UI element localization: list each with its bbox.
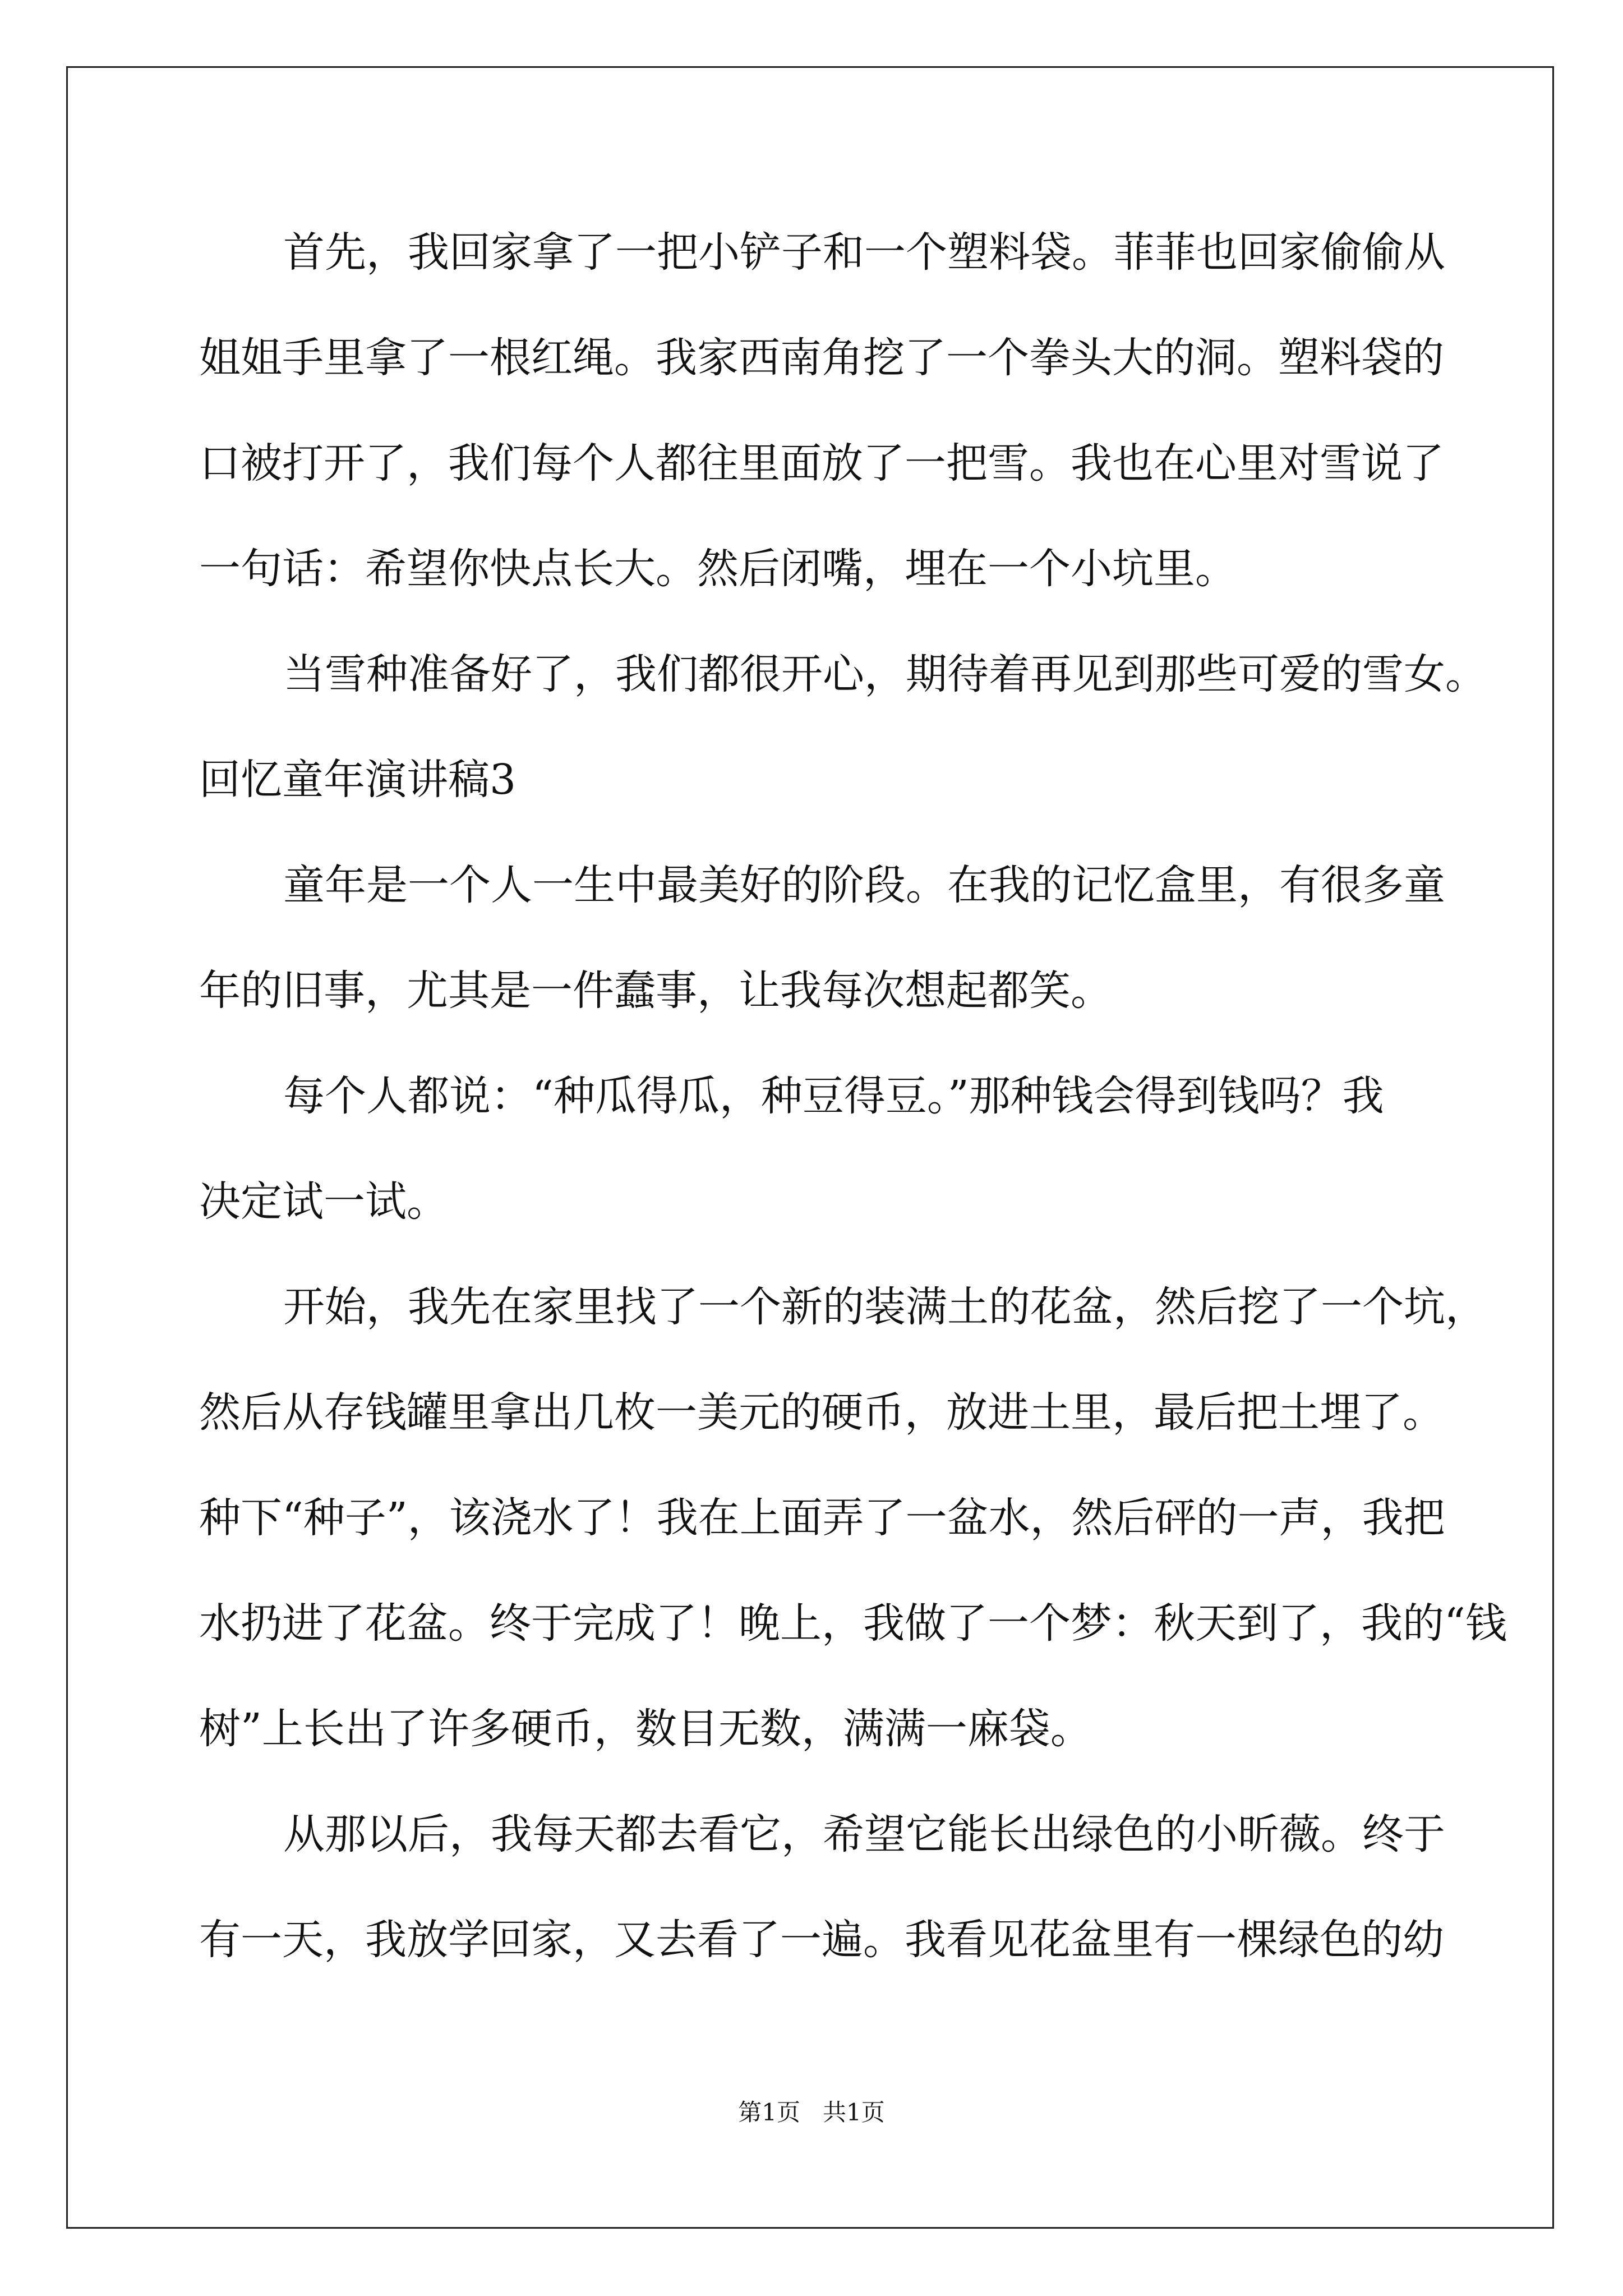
page-number: 第1页 — [738, 2099, 800, 2126]
paragraph-5-line-4: 水扔进了花盆。终于完成了！晚上，我做了一个梦：秋天到了，我的“钱 — [199, 1599, 1507, 1648]
paragraph-5-line-5: 树”上长出了许多硬币，数目无数，满满一麻袋。 — [199, 1705, 1092, 1753]
paragraph-3-line-1: 童年是一个人一生中最美好的阶段。在我的记忆盒里，有很多童 — [283, 861, 1445, 909]
paragraph-5-line-3: 种下“种子”，该浇水了！我在上面弄了一盆水，然后砰的一声，我把 — [199, 1494, 1445, 1542]
paragraph-1-line-2: 姐姐手里拿了一根红绳。我家西南角挖了一个拳头大的洞。塑料袋的 — [199, 334, 1444, 382]
paragraph-5-line-2: 然后从存钱罐里拿出几枚一美元的硬币，放进土里，最后把土埋了。 — [199, 1388, 1444, 1437]
page-footer — [0, 2096, 1623, 2129]
section-heading: 回忆童年演讲稿3 — [199, 756, 517, 804]
paragraph-3-line-2: 年的旧事，尤其是一件蠢事，让我每次想起都笑。 — [199, 967, 1112, 1015]
paragraph-2-line-1: 当雪种准备好了，我们都很开心，期待着再见到那些可爱的雪女。 — [283, 650, 1487, 698]
page-total: 共1页 — [823, 2099, 885, 2126]
paragraph-6-line-2: 有一天，我放学回家，又去看了一遍。我看见花盆里有一棵绿色的幼 — [199, 1916, 1444, 1964]
paragraph-6-line-1: 从那以后，我每天都去看它，希望它能长出绿色的小昕薇。终于 — [283, 1810, 1445, 1858]
paragraph-4-line-1: 每个人都说：“种瓜得瓜，种豆得豆。”那种钱会得到钱吗？我 — [283, 1072, 1384, 1120]
paragraph-4-line-2: 决定试一试。 — [199, 1177, 448, 1226]
paragraph-1-line-4: 一句话：希望你快点长大。然后闭嘴，埋在一个小坑里。 — [199, 545, 1237, 593]
paragraph-5-line-1: 开始，我先在家里找了一个新的装满土的花盆，然后挖了一个坑， — [283, 1283, 1487, 1331]
page-border — [66, 66, 1554, 2229]
paragraph-1-line-1: 首先，我回家拿了一把小铲子和一个塑料袋。菲菲也回家偷偷从 — [283, 228, 1445, 277]
paragraph-1-line-3: 口被打开了，我们每个人都往里面放了一把雪。我也在心里对雪说了 — [199, 439, 1444, 487]
